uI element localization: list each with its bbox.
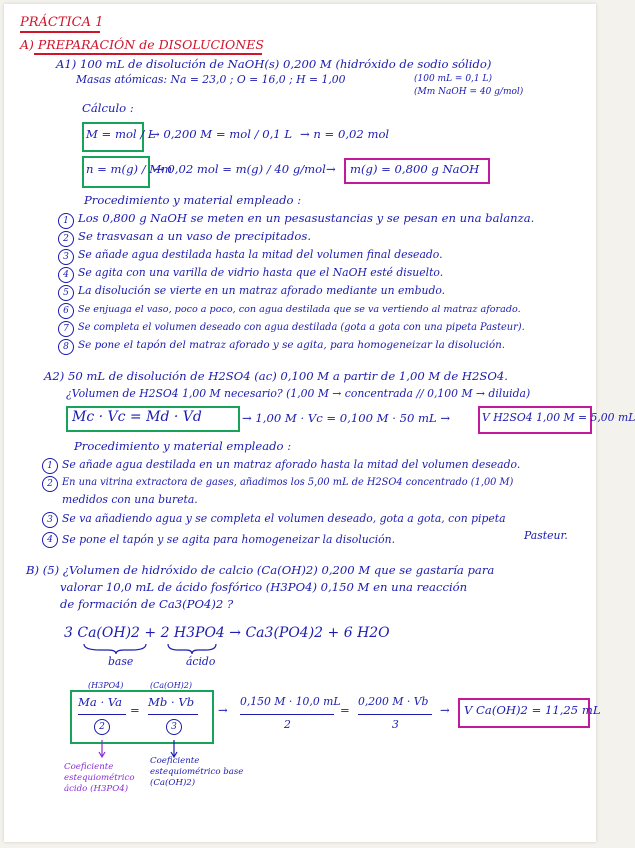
- b-frac-bot-left: 2: [94, 719, 110, 735]
- b-calc-top-2: 0,200 M · Vb: [358, 695, 429, 708]
- b-question-cont: valorar 10,0 mL de ácido fosfórico (H3PO4) 0,150 M en una reacción: [60, 580, 468, 594]
- b-calc-line-1: [240, 714, 334, 715]
- b-result: V Ca(OH)2 = 11,25 mL: [464, 703, 601, 717]
- a1-statement: A1) 100 mL de disolución de NaOH(s) 0,200 M (hidróxido de sodio sólido): [56, 57, 492, 71]
- a1-step: Se agita con una varilla de vidrio hasta que el NaOH esté disuelto.: [78, 266, 444, 279]
- b-note-base-coefficient: Coeficiente estequiométrico base (Ca(OH)2): [150, 756, 244, 789]
- a1-eq1-substitution: → 0,200 M = mol / 0,1 L: [150, 127, 293, 141]
- b-frac-line-left: [78, 714, 126, 715]
- a1-step-number: 8: [58, 339, 74, 355]
- a1-step: Se enjuaga el vaso, poco a poco, con agua destilada que se va vertiendo al matraz aforado.: [78, 304, 521, 315]
- b-frac-top-right: Mb · Vb: [148, 695, 195, 709]
- a1-step: La disolución se vierte en un matraz aforado mediante un embudo.: [78, 284, 446, 297]
- b-frac-top-left: Ma · Va: [78, 695, 123, 709]
- a1-step-number: 1: [58, 213, 74, 229]
- a2-step-cont: medidos con una bureta.: [62, 493, 198, 506]
- a1-step: Se añade agua destilada hasta la mitad del volumen final deseado.: [78, 248, 443, 261]
- a1-step-number: 6: [58, 303, 74, 319]
- a1-step: Se pone el tapón del matraz aforado y se agita, para homogeneizar la disolución.: [78, 339, 506, 351]
- a1-eq2-substitution: → 0,02 mol = m(g) / 40 g/mol: [154, 162, 326, 176]
- a2-procedure-title: Procedimiento y material empleado :: [74, 439, 292, 453]
- a2-step-cont: Pasteur.: [524, 529, 568, 542]
- b-small-left: (H3PO4): [88, 681, 124, 690]
- b-reaction-braces: [82, 642, 222, 656]
- a2-question: ¿Volumen de H2SO4 1,00 M necesario? (1,00 M → concentrada // 0,100 M → diluida): [66, 387, 531, 400]
- section-a-heading: A) PREPARACIÓN de DISOLUCIONES: [20, 37, 264, 52]
- a1-step: Los 0,800 g NaOH se meten en un pesasustancias y se pesan en una balanza.: [78, 211, 535, 225]
- b-calc-bot-1: 2: [284, 718, 291, 731]
- b-arrow-1: →: [218, 703, 228, 717]
- a2-step: Se añade agua destilada en un matraz aforado hasta la mitad del volumen deseado.: [62, 458, 521, 471]
- a2-step-number: 4: [42, 532, 58, 548]
- a1-atomic-masses: Masas atómicas: Na = 23,0 ; O = 16,0 ; H = 1,00: [76, 73, 346, 86]
- b-reaction: 3 Ca(OH)2 + 2 H3PO4 → Ca3(PO4)2 + 6 H2O: [64, 625, 390, 641]
- a1-step-number: 5: [58, 285, 74, 301]
- a2-statement: A2) 50 mL de disolución de H2SO4 (ac) 0,100 M a partir de 1,00 M de H2SO4.: [44, 369, 508, 383]
- a1-step: Se trasvasan a un vaso de precipitados.: [78, 229, 312, 243]
- b-calc-top-1: 0,150 M · 10,0 mL: [240, 695, 341, 708]
- a2-step-number: 1: [42, 458, 58, 474]
- b-frac-line-right: [148, 714, 198, 715]
- b-note-acid-coefficient: Coeficiente estequiométrico ácido (H3PO4): [64, 762, 135, 795]
- a1-procedure-title: Procedimiento y material empleado :: [84, 193, 302, 207]
- b-arrow-2: →: [440, 703, 450, 717]
- b-question-cont: de formación de Ca3(PO4)2 ?: [60, 597, 234, 611]
- b-question: B) (5) ¿Volumen de hidróxido de calcio (Ca(OH)2) 0,200 M que se gastaría para: [26, 563, 495, 577]
- title-underline: [20, 31, 100, 33]
- b-acid-label: ácido: [186, 655, 216, 668]
- b-frac-bot-right: 3: [166, 719, 182, 735]
- a1-eq1-result: → n = 0,02 mol: [300, 127, 390, 141]
- a2-step: En una vitrina extractora de gases, añadimos los 5,00 mL de H2SO4 concentrado (1,00 M): [62, 477, 514, 488]
- a1-mass-result: m(g) = 0,800 g NaOH: [350, 162, 480, 176]
- a1-eq2-arrow: →: [326, 162, 336, 176]
- b-frac-equals: =: [130, 703, 140, 717]
- a1-step-number: 3: [58, 249, 74, 265]
- a1-step-number: 2: [58, 231, 74, 247]
- b-small-right: (Ca(OH)2): [150, 681, 192, 690]
- a2-result: V H2SO4 1,00 M = 5,00 mL: [482, 411, 635, 424]
- a2-step: Se va añadiendo agua y se completa el volumen deseado, gota a gota, con pipeta: [62, 512, 506, 525]
- a2-step: Se pone el tapón y se agita para homogeneizar la disolución.: [62, 533, 396, 546]
- a1-molar-mass-note: (Mm NaOH = 40 g/mol): [414, 87, 524, 97]
- b-calc-equals: =: [340, 703, 350, 717]
- a1-step: Se completa el volumen deseado con agua destilada (gota a gota con una pipeta Pasteur).: [78, 322, 525, 333]
- a2-substitution: → 1,00 M · Vc = 0,100 M · 50 mL →: [242, 411, 451, 425]
- a1-volume-note: (100 mL = 0,1 L): [414, 74, 492, 84]
- b-calc-bot-2: 3: [392, 718, 399, 731]
- a1-calc-label: Cálculo :: [82, 101, 134, 115]
- b-base-label: base: [108, 655, 134, 668]
- section-a-underline: [34, 53, 262, 55]
- a1-step-number: 4: [58, 267, 74, 283]
- a2-step-number: 2: [42, 476, 58, 492]
- notebook-page: [4, 4, 635, 842]
- b-calc-line-2: [358, 714, 432, 715]
- a1-eq1-formula: M = mol / L: [86, 127, 156, 141]
- a1-step-number: 7: [58, 321, 74, 337]
- a2-step-number: 3: [42, 512, 58, 528]
- page-title: PRÁCTICA 1: [20, 15, 104, 30]
- a2-dilution-formula: Mc · Vc = Md · Vd: [72, 409, 202, 425]
- a1-eq2-formula: n = m(g) / Mm: [86, 162, 173, 176]
